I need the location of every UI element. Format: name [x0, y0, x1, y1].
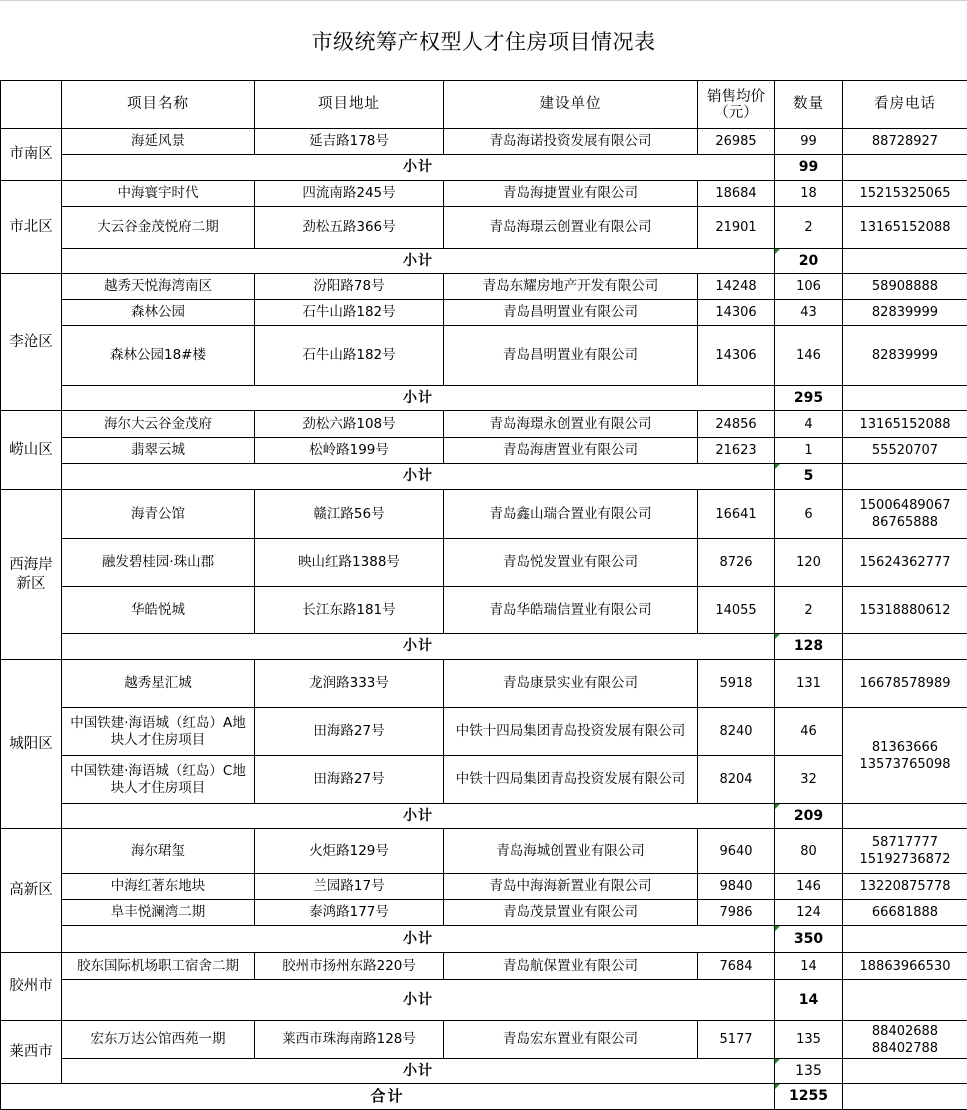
empty-cell: [843, 386, 967, 411]
avg-price: 14306: [698, 326, 775, 386]
developer: 中铁十四局集团青岛投资发展有限公司: [444, 756, 698, 804]
phone: 55520707: [843, 438, 967, 464]
phone: [843, 490, 967, 539]
subtotal-label: 小计: [62, 155, 775, 181]
subtotal-row: [1, 634, 967, 660]
header-quantity: 数量: [775, 81, 843, 129]
quantity: 146: [775, 326, 843, 386]
quantity: 80: [775, 829, 843, 874]
district-cell: 高新区: [1, 829, 62, 953]
avg-price: 9840: [698, 874, 775, 900]
quantity: 2: [775, 207, 843, 249]
phone-line2: 15192736872: [860, 852, 951, 867]
housing-projects-table: [0, 80, 967, 1110]
quantity: 6: [775, 490, 843, 539]
header-project-name: 项目名称: [62, 81, 255, 129]
developer: 青岛航保置业有限公司: [444, 953, 698, 980]
phone: [843, 1021, 967, 1059]
avg-price: 26985: [698, 129, 775, 155]
avg-price: 18684: [698, 181, 775, 207]
cell-comment-marker-icon: [775, 1084, 780, 1089]
project-address: 石牛山路182号: [255, 326, 444, 386]
subtotal-number: 5: [804, 468, 814, 484]
district-name-line2: 新区: [17, 576, 46, 592]
table-row: [1, 300, 967, 326]
avg-price: 21623: [698, 438, 775, 464]
subtotal-value: [775, 249, 843, 274]
phone: 15624362777: [843, 539, 967, 587]
developer: 青岛中海海新置业有限公司: [444, 874, 698, 900]
avg-price: 7684: [698, 953, 775, 980]
project-name: 海青公馆: [62, 490, 255, 539]
table-row: [1, 829, 967, 874]
subtotal-label: 小计: [62, 464, 775, 490]
quantity: 18: [775, 181, 843, 207]
avg-price: 8240: [698, 708, 775, 756]
avg-price: 24856: [698, 411, 775, 438]
district-cell: 莱西市: [1, 1021, 62, 1084]
district-cell: [1, 490, 62, 660]
avg-price: 8726: [698, 539, 775, 587]
phone: [843, 708, 967, 804]
table-row: [1, 953, 967, 980]
project-address: 劲松六路108号: [255, 411, 444, 438]
district-cell: 李沧区: [1, 274, 62, 411]
project-address: 松岭路199号: [255, 438, 444, 464]
empty-cell: [843, 634, 967, 660]
project-address: 长江东路181号: [255, 587, 444, 634]
avg-price: 14306: [698, 300, 775, 326]
subtotal-label: 小计: [62, 386, 775, 411]
project-address: 四流南路245号: [255, 181, 444, 207]
subtotal-value: [775, 1059, 843, 1084]
project-name: 越秀天悦海湾南区: [62, 274, 255, 300]
quantity: 131: [775, 660, 843, 708]
quantity: 46: [775, 708, 843, 756]
quantity: 43: [775, 300, 843, 326]
project-address: 胶州市扬州东路220号: [255, 953, 444, 980]
cell-comment-marker-icon: [775, 249, 780, 254]
project-name: 中国铁建·海语城（红岛）C地块人才住房项目: [62, 756, 255, 804]
avg-price: 9640: [698, 829, 775, 874]
table-row: [1, 900, 967, 926]
developer: 青岛海城创置业有限公司: [444, 829, 698, 874]
subtotal-label: 小计: [62, 249, 775, 274]
developer: 中铁十四局集团青岛投资发展有限公司: [444, 708, 698, 756]
table-row: [1, 660, 967, 708]
project-name: 中海红著东地块: [62, 874, 255, 900]
empty-cell: [843, 155, 967, 181]
project-address: 田海路27号: [255, 708, 444, 756]
subtotal-value: [775, 634, 843, 660]
project-name: 华皓悦城: [62, 587, 255, 634]
project-name: 宏东万达公馆西苑一期: [62, 1021, 255, 1059]
table-row: [1, 326, 967, 386]
table-row: [1, 438, 967, 464]
quantity: 1: [775, 438, 843, 464]
project-address: 莱西市珠海南路128号: [255, 1021, 444, 1059]
table-row: [1, 207, 967, 249]
avg-price: 5177: [698, 1021, 775, 1059]
district-cell: 崂山区: [1, 411, 62, 490]
project-name: 海延风景: [62, 129, 255, 155]
district-cell: 城阳区: [1, 660, 62, 829]
district-cell: 市南区: [1, 129, 62, 181]
subtotal-number: 135: [795, 1063, 822, 1079]
project-address: 兰园路17号: [255, 874, 444, 900]
developer: 青岛悦发置业有限公司: [444, 539, 698, 587]
subtotal-value: 99: [775, 155, 843, 181]
avg-price: 14055: [698, 587, 775, 634]
subtotal-row: [1, 926, 967, 953]
developer: 青岛海诺投资发展有限公司: [444, 129, 698, 155]
table-row: [1, 411, 967, 438]
subtotal-label: 小计: [62, 980, 775, 1021]
subtotal-row: [1, 155, 967, 181]
subtotal-row: [1, 980, 967, 1021]
phone: 13220875778: [843, 874, 967, 900]
developer: 青岛康景实业有限公司: [444, 660, 698, 708]
phone-line1: 15006489067: [860, 498, 951, 513]
empty-cell: [843, 464, 967, 490]
subtotal-label: 小计: [62, 926, 775, 953]
subtotal-value: 14: [775, 980, 843, 1021]
project-name: 海尔大云谷金茂府: [62, 411, 255, 438]
quantity: 14: [775, 953, 843, 980]
empty-cell: [843, 1084, 967, 1110]
phone: 82839999: [843, 326, 967, 386]
subtotal-value: [775, 804, 843, 829]
header-district: [1, 81, 62, 129]
developer: 青岛昌明置业有限公司: [444, 300, 698, 326]
quantity: 135: [775, 1021, 843, 1059]
district-cell: 市北区: [1, 181, 62, 274]
phone-line2: 13573765098: [860, 757, 951, 772]
subtotal-value: 295: [775, 386, 843, 411]
phone: 13165152088: [843, 207, 967, 249]
project-name: 胶东国际机场职工宿舍二期: [62, 953, 255, 980]
phone: 15215325065: [843, 181, 967, 207]
phone: 18863966530: [843, 953, 967, 980]
header-avg-price-line1: 销售均价: [707, 89, 765, 105]
subtotal-row: [1, 464, 967, 490]
phone-line1: 81363666: [872, 740, 938, 755]
quantity: 146: [775, 874, 843, 900]
empty-cell: [843, 1059, 967, 1084]
project-name: 森林公园: [62, 300, 255, 326]
empty-cell: [843, 926, 967, 953]
empty-cell: [843, 804, 967, 829]
project-address: 田海路27号: [255, 756, 444, 804]
cell-comment-marker-icon: [775, 1059, 780, 1064]
table-row: [1, 274, 967, 300]
project-name: 海尔珺玺: [62, 829, 255, 874]
table-row: [1, 539, 967, 587]
header-phone: 看房电话: [843, 81, 967, 129]
subtotal-label: 小计: [62, 634, 775, 660]
developer: 青岛鑫山瑞合置业有限公司: [444, 490, 698, 539]
phone: 82839999: [843, 300, 967, 326]
cell-comment-marker-icon: [775, 464, 780, 469]
header-avg-price: [698, 81, 775, 129]
subtotal-value: [775, 926, 843, 953]
developer: 青岛海捷置业有限公司: [444, 181, 698, 207]
table-row: [1, 490, 967, 539]
cell-comment-marker-icon: [775, 926, 780, 931]
subtotal-row: [1, 804, 967, 829]
developer: 青岛海璟云创置业有限公司: [444, 207, 698, 249]
quantity: 4: [775, 411, 843, 438]
developer: 青岛华皓瑞信置业有限公司: [444, 587, 698, 634]
header-row: [1, 81, 967, 129]
subtotal-label: 小计: [62, 804, 775, 829]
subtotal-row: [1, 1059, 967, 1084]
project-address: 石牛山路182号: [255, 300, 444, 326]
project-name: 融发碧桂园·珠山郡: [62, 539, 255, 587]
developer: 青岛昌明置业有限公司: [444, 326, 698, 386]
project-name: 翡翠云城: [62, 438, 255, 464]
phone: 88728927: [843, 129, 967, 155]
project-name: 阜丰悦澜湾二期: [62, 900, 255, 926]
district-cell: 胶州市: [1, 953, 62, 1021]
project-address: 泰鸿路177号: [255, 900, 444, 926]
developer: 青岛东耀房地产开发有限公司: [444, 274, 698, 300]
quantity: 2: [775, 587, 843, 634]
avg-price: 16641: [698, 490, 775, 539]
phone: [843, 829, 967, 874]
subtotal-value: [775, 464, 843, 490]
quantity: 120: [775, 539, 843, 587]
project-name: 中国铁建·海语城（红岛）A地块人才住房项目: [62, 708, 255, 756]
header-project-address: 项目地址: [255, 81, 444, 129]
project-address: 赣江路56号: [255, 490, 444, 539]
quantity: 124: [775, 900, 843, 926]
table-row: [1, 587, 967, 634]
quantity: 106: [775, 274, 843, 300]
avg-price: 8204: [698, 756, 775, 804]
subtotal-number: 350: [794, 931, 823, 947]
project-address: 劲松五路366号: [255, 207, 444, 249]
avg-price: 14248: [698, 274, 775, 300]
empty-cell: [843, 980, 967, 1021]
subtotal-number: 128: [794, 638, 823, 654]
phone: 58908888: [843, 274, 967, 300]
project-name: 森林公园18#楼: [62, 326, 255, 386]
empty-cell: [843, 249, 967, 274]
table-row: [1, 181, 967, 207]
phone: 13165152088: [843, 411, 967, 438]
subtotal-number: 20: [799, 253, 818, 269]
table-row: [1, 1021, 967, 1059]
phone-line2: 88402788: [872, 1041, 938, 1056]
total-row: [1, 1084, 967, 1110]
subtotal-label: 小计: [62, 1059, 775, 1084]
avg-price: 21901: [698, 207, 775, 249]
cell-comment-marker-icon: [775, 634, 780, 639]
project-name: 大云谷金茂悦府二期: [62, 207, 255, 249]
subtotal-row: [1, 249, 967, 274]
total-label: 合计: [1, 1084, 775, 1110]
quantity: 32: [775, 756, 843, 804]
phone-line1: 88402688: [872, 1024, 938, 1039]
subtotal-number: 209: [794, 808, 823, 824]
project-address: 映山红路1388号: [255, 539, 444, 587]
header-developer: 建设单位: [444, 81, 698, 129]
avg-price: 5918: [698, 660, 775, 708]
phone: 66681888: [843, 900, 967, 926]
table-row: [1, 708, 967, 756]
developer: 青岛宏东置业有限公司: [444, 1021, 698, 1059]
project-address: 火炬路129号: [255, 829, 444, 874]
phone: 15318880612: [843, 587, 967, 634]
project-address: 延吉路178号: [255, 129, 444, 155]
subtotal-row: [1, 386, 967, 411]
project-name: 越秀星汇城: [62, 660, 255, 708]
avg-price: 7986: [698, 900, 775, 926]
developer: 青岛海唐置业有限公司: [444, 438, 698, 464]
table-row: [1, 129, 967, 155]
project-name: 中海寰宇时代: [62, 181, 255, 207]
header-avg-price-line2: （元）: [714, 105, 758, 121]
project-address: 龙润路333号: [255, 660, 444, 708]
total-number: 1255: [789, 1088, 828, 1104]
page-title: 市级统筹产权型人才住房项目情况表: [0, 0, 967, 80]
developer: 青岛茂景置业有限公司: [444, 900, 698, 926]
total-value: [775, 1084, 843, 1110]
project-address: 汾阳路78号: [255, 274, 444, 300]
table-row: [1, 874, 967, 900]
quantity: 99: [775, 129, 843, 155]
phone-line2: 86765888: [872, 515, 938, 530]
developer: 青岛海璟永创置业有限公司: [444, 411, 698, 438]
cell-comment-marker-icon: [775, 804, 780, 809]
phone: 16678578989: [843, 660, 967, 708]
phone-line1: 58717777: [872, 835, 938, 850]
table-row: [1, 756, 967, 804]
district-name-line1: 西海岸: [9, 557, 53, 573]
